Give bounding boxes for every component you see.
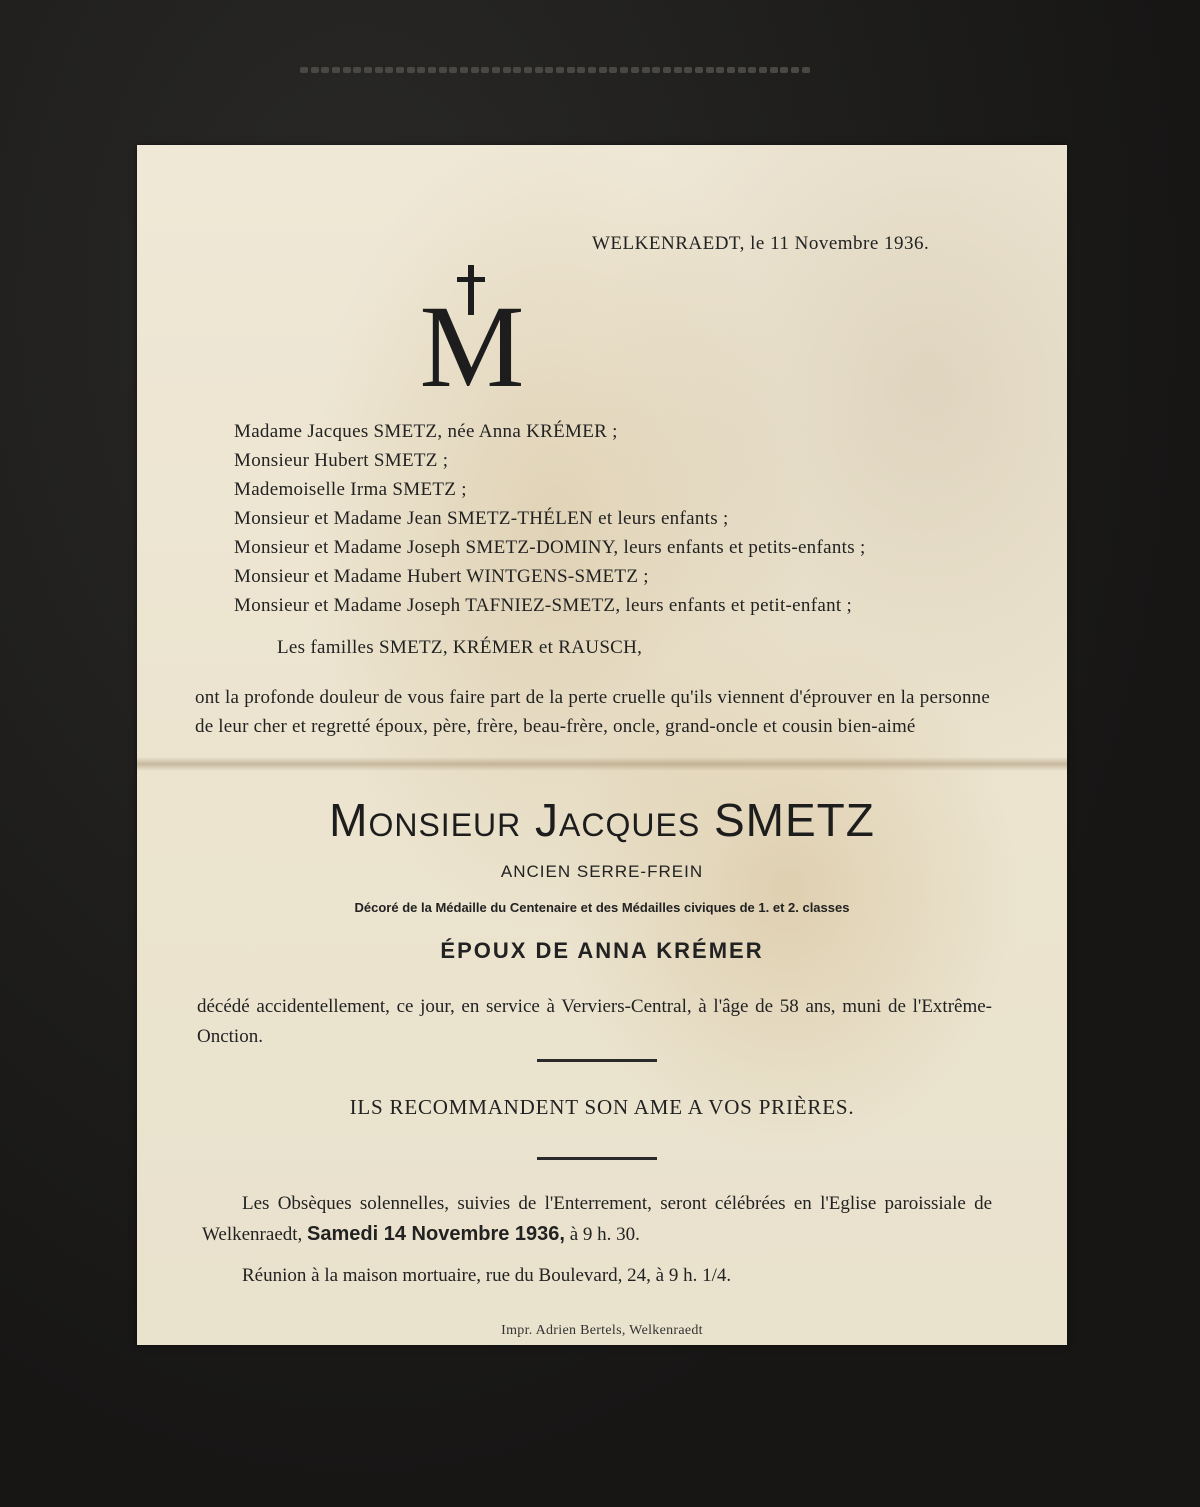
mourner-line: Monsieur et Madame Hubert WINTGENS-SMETZ ; — [234, 566, 649, 587]
mourner-line: Mademoiselle Irma SMETZ ; — [234, 479, 467, 500]
death-paragraph: décédé accidentellement, ce jour, en service à Verviers-Central, à l'âge de 58 ans, muni de l'Extrême-Onction. — [197, 996, 992, 1047]
perforation-holes — [300, 64, 810, 76]
divider-rule — [537, 1059, 657, 1062]
deceased-name: Monsieur Jacques SMETZ — [329, 794, 875, 846]
death-notice-sheet — [137, 145, 1067, 1345]
families-line: Les familles SMETZ, KRÉMER et RAUSCH, — [277, 637, 643, 658]
date-line: WELKENRAEDT, le 11 Novembre 1936. — [592, 233, 930, 254]
prayer-line: ILS RECOMMANDENT SON AME A VOS PRIÈRES. — [349, 1095, 855, 1119]
mourner-line: Monsieur et Madame Joseph SMETZ-DOMINY, leurs enfants et petits-enfants ; — [234, 537, 866, 558]
mourner-line: Monsieur et Madame Jean SMETZ-THÉLEN et leurs enfants ; — [234, 508, 729, 529]
deceased-spouse: ÉPOUX DE ANNA KRÉMER — [440, 938, 764, 963]
gathering-line: Réunion à la maison mortuaire, rue du Boulevard, 24, à 9 h. 1/4. — [242, 1265, 732, 1286]
mourner-line: Monsieur Hubert SMETZ ; — [234, 450, 449, 471]
mourner-line: Madame Jacques SMETZ, née Anna KRÉMER ; — [234, 421, 618, 442]
funeral-date: Samedi 14 Novembre 1936, — [307, 1223, 565, 1245]
funeral-text: Les Obsèques solennelles, suivies de l'Enterrement, seront célébrées en l'Eglise paroissiale de Welkenraedt, — [202, 1193, 992, 1245]
mourner-line: Monsieur et Madame Joseph TAFNIEZ-SMETZ, leurs enfants et petit-enfant ; — [234, 595, 853, 616]
funeral-time: à 9 h. 30. — [569, 1224, 640, 1245]
announcement-paragraph: ont la profonde douleur de vous faire part de la perte cruelle qu'ils viennent d'éprouver en la personne de leur cher et regretté époux, père, frère, beau-frère, oncle, grand-oncle et cousin bien-aimé — [195, 687, 990, 737]
paper-fold-crease — [137, 757, 1067, 771]
printer-credit: Impr. Adrien Bertels, Welkenraedt — [501, 1323, 703, 1338]
monogram-letter: M — [419, 281, 525, 393]
divider-rule — [537, 1157, 657, 1160]
funeral-paragraph — [202, 1189, 992, 1250]
mourners-list — [234, 417, 866, 620]
deceased-decoration: Décoré de la Médaille du Centenaire et des Médailles civiques de 1. et 2. classes — [354, 900, 850, 915]
cross-m-monogram-icon — [407, 263, 537, 393]
deceased-occupation: ANCIEN SERRE-FREIN — [500, 862, 704, 881]
